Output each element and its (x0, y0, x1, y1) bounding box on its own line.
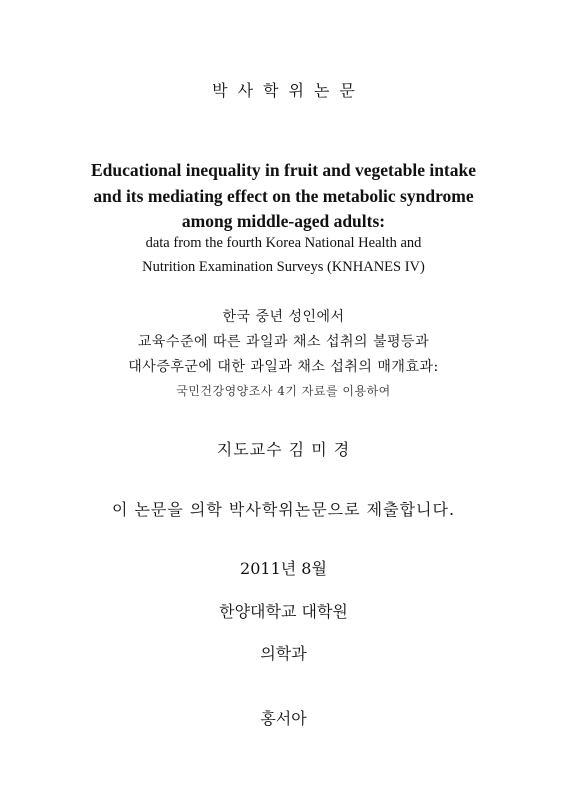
english-title-line-1: Educational inequality in fruit and vegetable intake (90, 160, 477, 180)
author-name: 홍서아 (260, 709, 307, 728)
department-name: 의학과 (260, 644, 307, 663)
submission-statement: 이 논문을 의학 박사학위논문으로 제출합니다. (111, 500, 456, 519)
korean-title-line-3: 대사증후군에 대한 과일과 채소 섭취의 매개효과: (128, 359, 439, 375)
english-subtitle-line-2: Nutrition Examination Surveys (KNHANES IV) (142, 259, 425, 275)
english-title-line-3: among middle-aged adults: (181, 211, 386, 231)
korean-title-line-1: 한국 중년 성인에서 (222, 309, 345, 325)
document-type-heading: 박사학위논문 (212, 81, 365, 100)
korean-title-line-2: 교육수준에 따른 과일과 채소 섭취의 불평등과 (137, 334, 430, 350)
english-subtitle-line-1: data from the fourth Korea National Health and (145, 235, 422, 251)
submission-date: 2011년 8월 (240, 559, 327, 578)
advisor-line: 지도교수 김 미 경 (216, 440, 351, 459)
english-title-line-2: and its mediating effect on the metabolic syndrome (93, 186, 474, 206)
university-name: 한양대학교 대학원 (219, 602, 348, 621)
korean-subtitle: 국민건강영양조사 4기 자료를 이용하여 (176, 384, 391, 398)
